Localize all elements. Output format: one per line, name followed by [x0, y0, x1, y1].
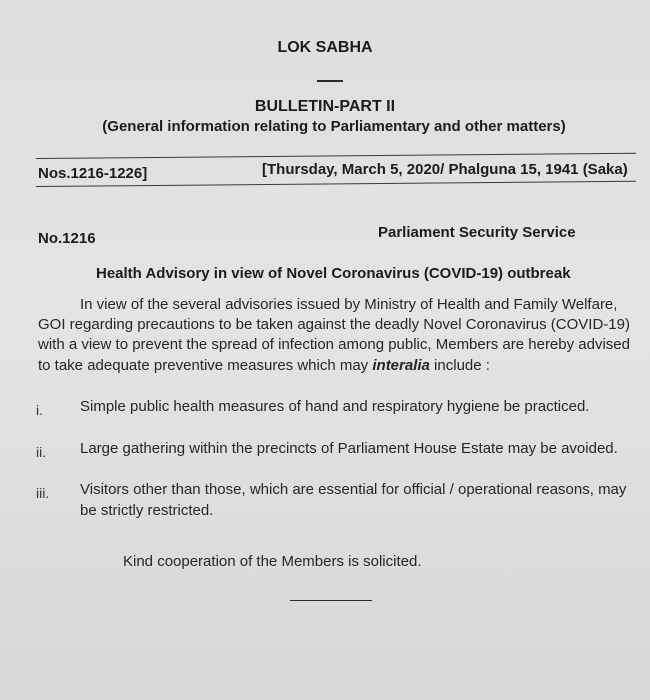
paragraph-text: to take adequate preventive measures which may — [38, 357, 373, 374]
closing-note: Kind cooperation of the Members is solicited. — [123, 553, 422, 570]
measure-number: ii. — [36, 444, 47, 460]
house-title: LOK SABHA — [277, 39, 373, 56]
bulletin-date: [Thursday, March 5, 2020/ Phalguna 15, 1941 (Saka) — [262, 161, 628, 178]
measure-text: be strictly restricted. — [80, 502, 214, 519]
measure-number: i. — [36, 402, 43, 418]
paragraph-text: include : — [429, 357, 490, 374]
measure-text: Simple public health measures of hand and respiratory hygiene be practiced. — [80, 398, 590, 415]
header-rule-top — [36, 153, 636, 159]
paragraph-line: In view of the several advisories issued by Ministry of Health and Family Welfare, — [80, 296, 618, 313]
title-divider — [317, 80, 343, 82]
advisory-heading: Health Advisory in view of Novel Coronavirus (COVID-19) outbreak — [96, 265, 571, 282]
paragraph-line — [38, 357, 490, 374]
end-rule — [290, 600, 372, 601]
paragraph-line: GOI regarding precautions to be taken against the deadly Novel Coronavirus (COVID-19) — [38, 316, 630, 333]
measure-text: Visitors other than those, which are essential for official / operational reasons, may — [80, 481, 627, 498]
measure-number: iii. — [36, 485, 50, 501]
bulletin-title: BULLETIN-PART II — [254, 98, 396, 115]
item-number: No.1216 — [38, 230, 96, 247]
interalia-emphasis: interalia — [372, 357, 430, 374]
bulletin-numbers: Nos.1216-1226] — [38, 165, 148, 182]
measure-text: Large gathering within the precincts of Parliament House Estate may be avoided. — [80, 440, 618, 457]
paragraph-line: with a view to prevent the spread of infection among public, Members are hereby advised — [38, 336, 630, 353]
bulletin-subtitle: (General information relating to Parliamentary and other matters) — [102, 118, 566, 135]
department-name: Parliament Security Service — [378, 224, 576, 241]
